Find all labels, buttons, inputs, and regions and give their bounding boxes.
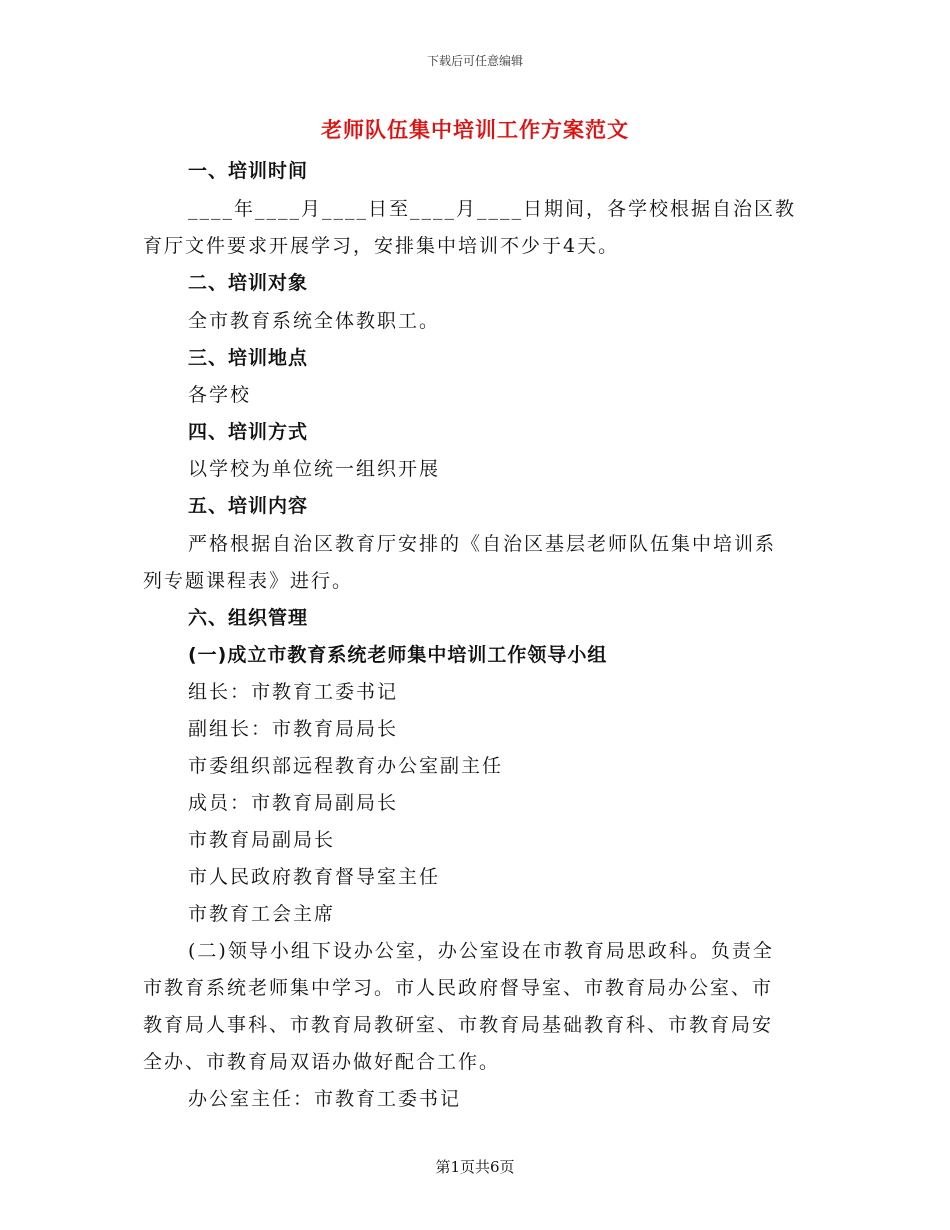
list-item: 市委组织部远程教育办公室副主任 — [188, 755, 504, 777]
paragraph-line: 列专题课程表》进行。 — [143, 570, 354, 592]
paragraph-line: ____年____月____日至____月____日期间，各学校根据自治区教 — [188, 198, 797, 220]
paragraph-line: 教育局人事科、市教育局教研室、市教育局基础教育科、市教育局安 — [143, 1014, 774, 1036]
list-item: 组长：市教育工委书记 — [188, 681, 399, 703]
list-item: 市教育工会主席 — [188, 903, 336, 925]
subsection-heading-leadership-group: (一)成立市教育系统老师集中培训工作领导小组 — [188, 644, 608, 666]
paragraph-line: 以学校为单位统一组织开展 — [188, 458, 441, 480]
paragraph-line: 市教育系统老师集中学习。市人民政府督导室、市教育局办公室、市 — [143, 977, 774, 999]
list-item: 副组长：市教育局局长 — [188, 718, 399, 740]
section-heading-training-method: 四、培训方式 — [188, 421, 309, 443]
list-item: 市教育局副局长 — [188, 829, 336, 851]
list-item: 成员：市教育局副局长 — [188, 792, 399, 814]
document-title: 老师队伍集中培训工作方案范文 — [321, 117, 629, 142]
paragraph-line: 育厅文件要求开展学习，安排集中培训不少于4天。 — [143, 235, 620, 257]
paragraph-line: 严格根据自治区教育厅安排的《自治区基层老师队伍集中培训系 — [188, 533, 777, 555]
paragraph-line: (二)领导小组下设办公室，办公室设在市教育局思政科。负责全 — [188, 940, 774, 962]
paragraph-line: 全办、市教育局双语办做好配合工作。 — [143, 1051, 501, 1073]
paragraph-line: 各学校 — [188, 384, 252, 406]
section-heading-training-content: 五、培训内容 — [188, 495, 309, 517]
list-item: 市人民政府教育督导室主任 — [188, 866, 441, 888]
paragraph-line: 全市教育系统全体教职工。 — [188, 310, 441, 332]
section-heading-training-location: 三、培训地点 — [188, 347, 309, 369]
section-heading-training-target: 二、培训对象 — [188, 272, 309, 294]
list-item: 办公室主任：市教育工委书记 — [188, 1088, 462, 1110]
section-heading-organization: 六、组织管理 — [188, 607, 309, 629]
page-header-note: 下载后可任意编辑 — [426, 54, 523, 68]
page-number: 第1页共6页 — [435, 1158, 515, 1176]
section-heading-training-time: 一、培训时间 — [188, 160, 309, 182]
